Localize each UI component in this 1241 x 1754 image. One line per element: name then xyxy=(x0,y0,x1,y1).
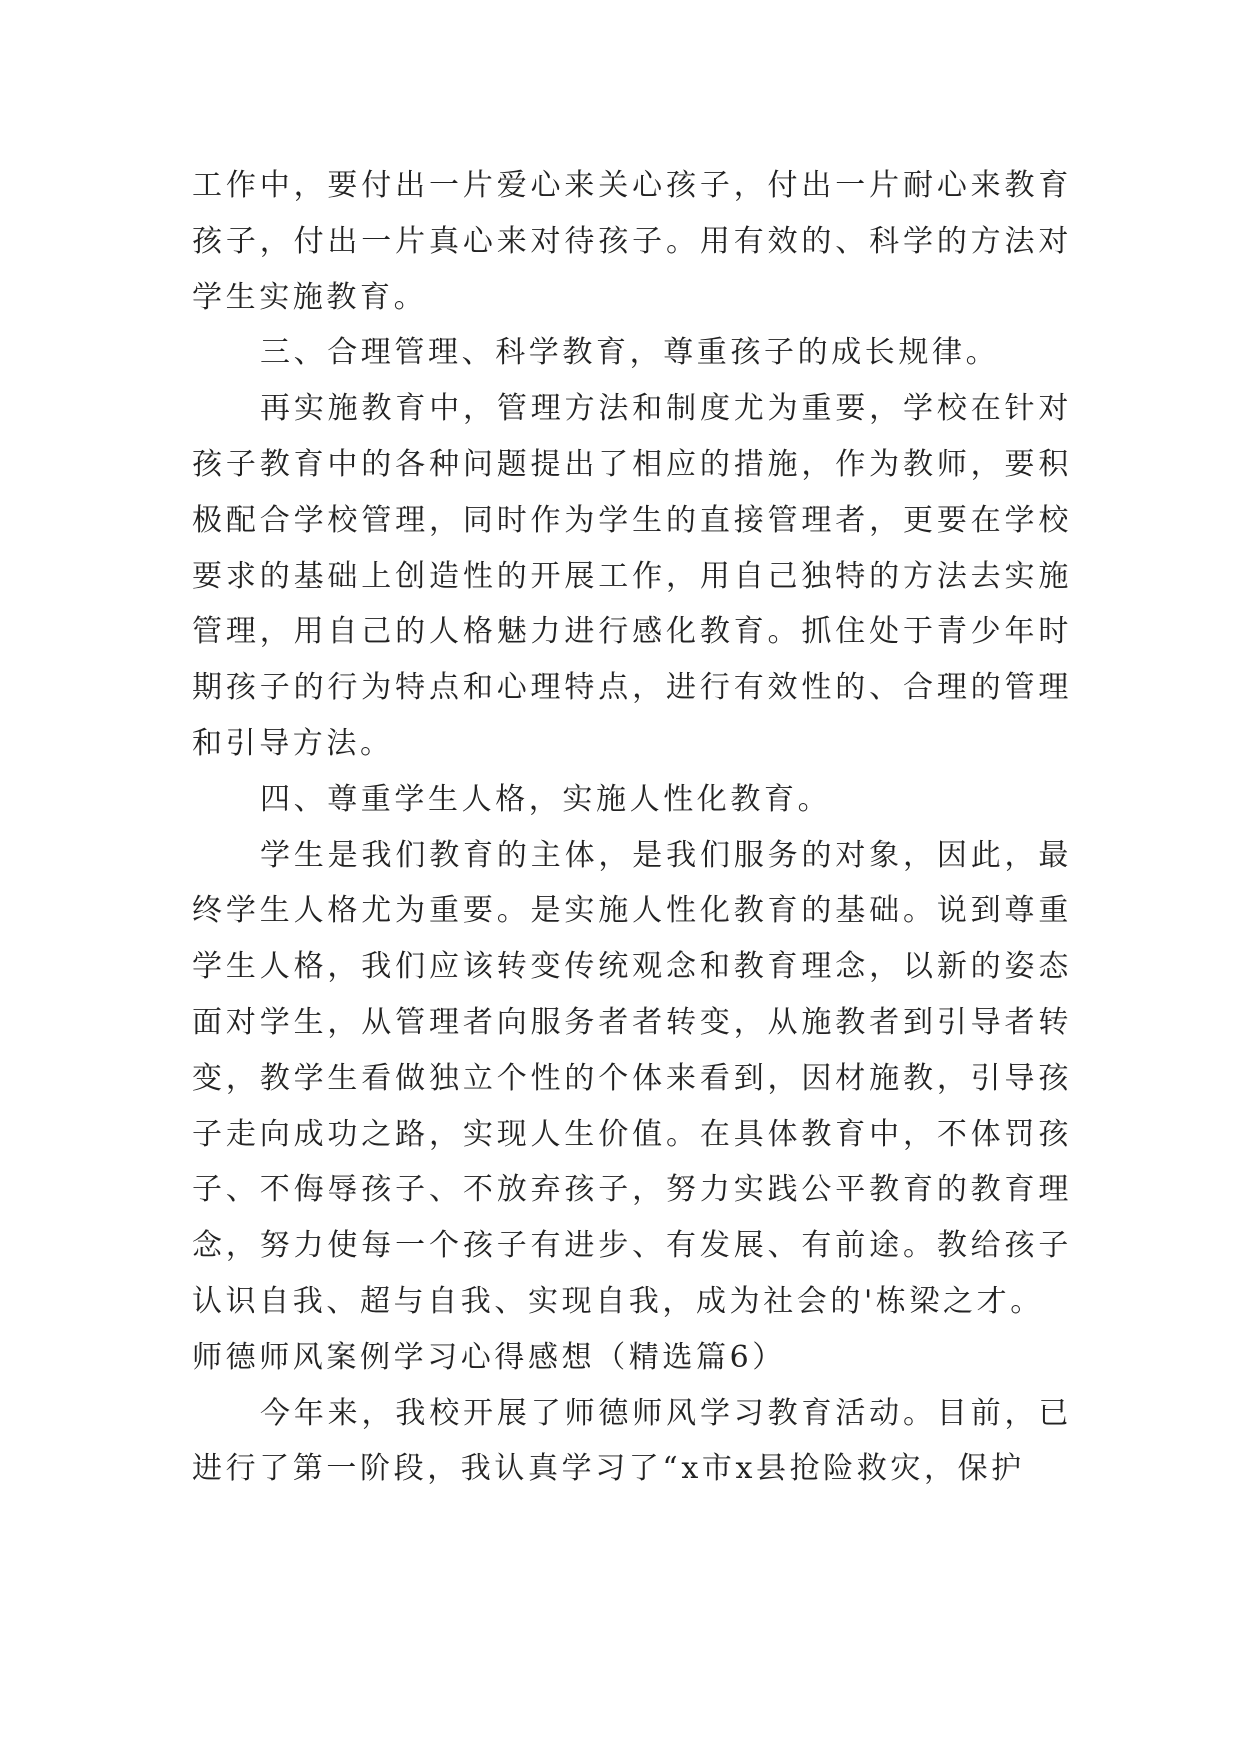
article-title-6: 师德师风案例学习心得感想（精选篇6） xyxy=(192,1339,786,1375)
heading-section-4: 四、尊重学生人格，实施人性化教育。 xyxy=(260,781,832,817)
document-body xyxy=(192,158,1072,1497)
paragraph-3: 再实施教育中，管理方法和制度尤为重要，学校在针对孩子教育中的各种问题提出了相应的措施，作为教师，要积极配合学校管理，同时作为学生的直接管理者，更要在学校要求的基础上创造性的开展工作，用自己独特的方法去实施管理，用自己的人格魅力进行感化教育。抓住处于青少年时期孩子的行为特点和心理特点，进行有效性的、合理的管理和引导方法。 xyxy=(192,391,1072,761)
paragraph-7: 今年来，我校开展了师德师风学习教育活动。目前，已进行了第一阶段，我认真学习了“x市x县抢险救灾，保护 xyxy=(192,1395,1072,1487)
heading-section-3: 三、合理管理、科学教育，尊重孩子的成长规律。 xyxy=(260,335,1000,371)
paragraph-5: 学生是我们教育的主体，是我们服务的对象，因此，最终学生人格尤为重要。是实施人性化教育的基础。说到尊重学生人格，我们应该转变传统观念和教育理念，以新的姿态面对学生，从管理者向服务者者转变，从施教者到引导者转变，教学生看做独立个性的个体来看到，因材施教，引导孩子走向成功之路，实现人生价值。在具体教育中，不体罚孩子、不侮辱孩子、不放弃孩子，努力实践公平教育的教育理念，努力使每一个孩子有进步、有发展、有前途。教给孩子认识自我、超与自我、实现自我，成为社会的'栋梁之才。 xyxy=(192,837,1072,1319)
paragraph-1: 工作中，要付出一片爱心来关心孩子，付出一片耐心来教育孩子，付出一片真心来对待孩子。用有效的、科学的方法对学生实施教育。 xyxy=(192,168,1072,315)
